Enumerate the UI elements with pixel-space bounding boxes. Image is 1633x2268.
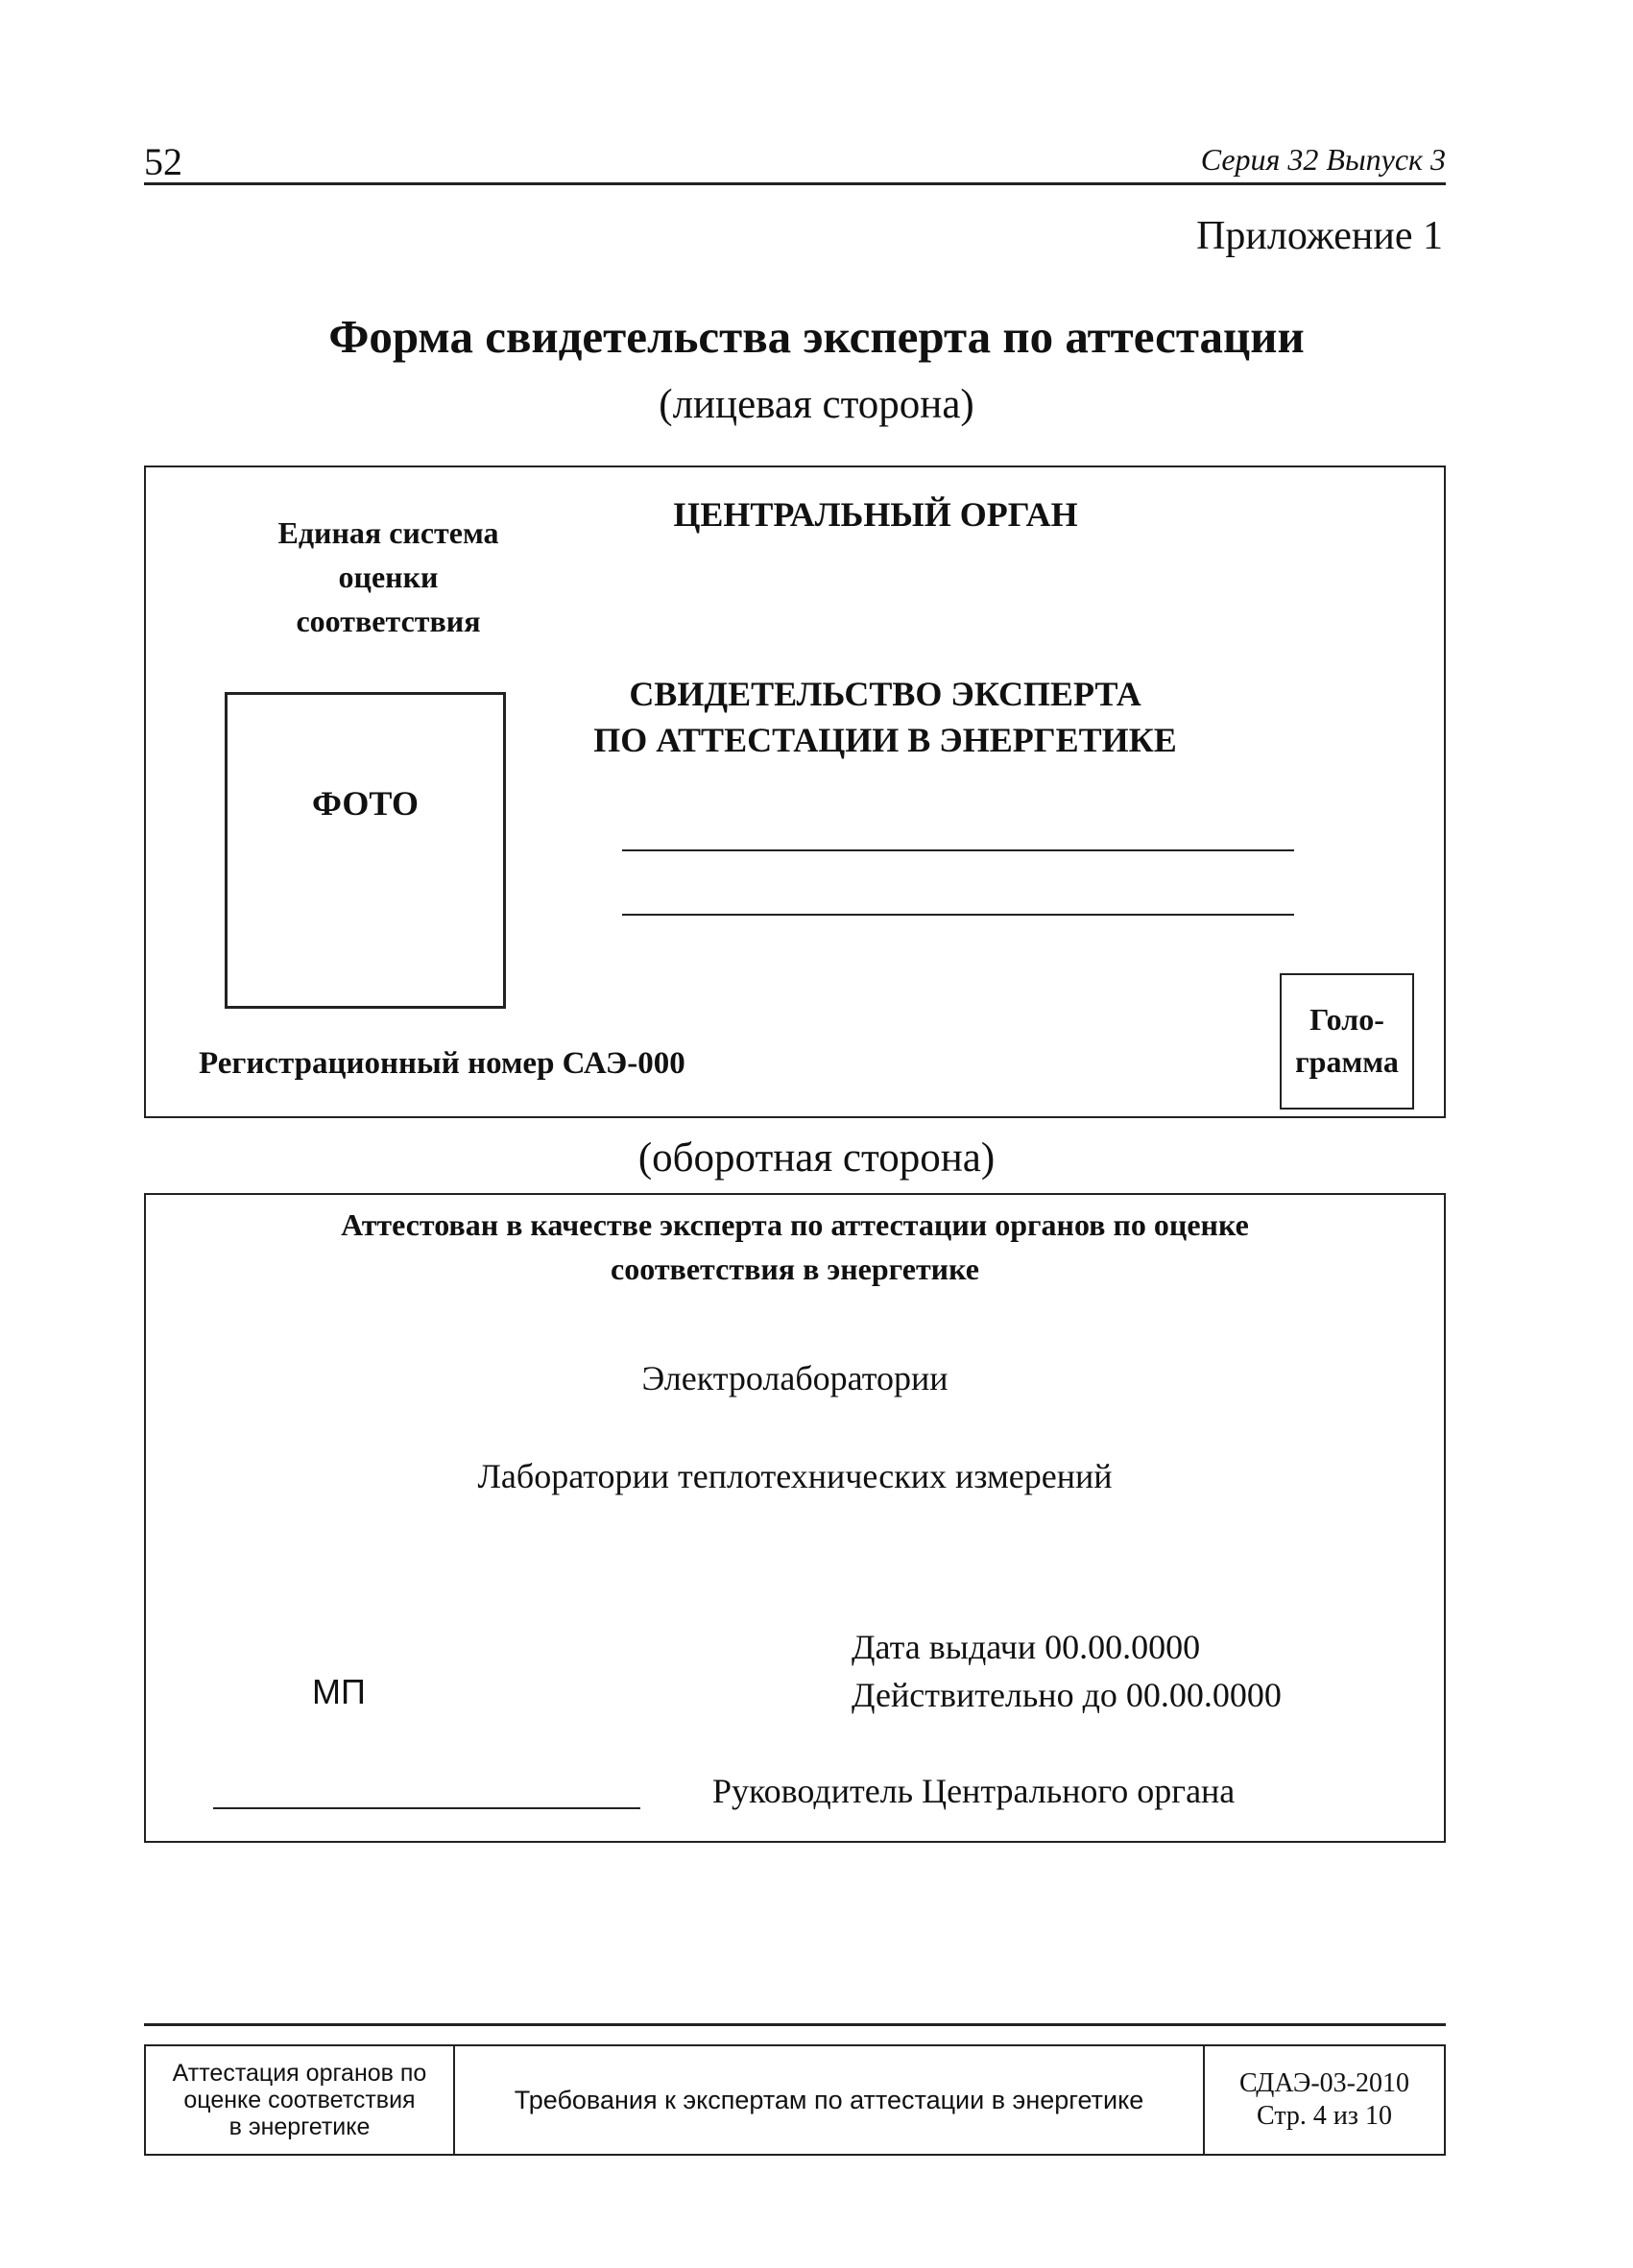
- system-name-line: Единая система: [277, 515, 499, 550]
- certificate-title: [568, 671, 1202, 763]
- central-body-title: ЦЕНТРАЛЬНЫЙ ОРГАН: [673, 495, 1078, 534]
- attested-statement: [146, 1203, 1444, 1291]
- footer-left-line: Аттестация органов по: [172, 2060, 427, 2087]
- footer-rule: [144, 2023, 1446, 2026]
- valid-until-date: Действительно до 00.00.0000: [852, 1676, 1282, 1714]
- certificate-back: [144, 1193, 1446, 1843]
- signature-line: [213, 1807, 640, 1809]
- header-rule: [144, 182, 1446, 185]
- attested-line: соответствия в энергетике: [611, 1252, 979, 1286]
- stamp-placeholder: МП: [312, 1672, 366, 1711]
- footer-right-cell: [1204, 2045, 1445, 2155]
- footer-left-cell: [145, 2045, 454, 2155]
- system-name-line: оценки: [338, 560, 439, 594]
- registration-number: Регистрационный номер САЭ-000: [199, 1046, 685, 1081]
- certificate-title-line: СВИДЕТЕЛЬСТВО ЭКСПЕРТА: [629, 675, 1141, 713]
- photo-placeholder: [225, 692, 506, 1009]
- system-name: [213, 511, 564, 643]
- specialization-item: Лаборатории теплотехнических измерений: [477, 1457, 1113, 1495]
- issue-date: Дата выдачи 00.00.0000: [852, 1628, 1201, 1666]
- footer-doc-code: СДАЭ-03-2010: [1238, 2068, 1410, 2098]
- hologram-line: грамма: [1295, 1044, 1399, 1079]
- certificate-title-line: ПО АТТЕСТАЦИИ В ЭНЕРГЕТИКЕ: [593, 721, 1177, 759]
- appendix-label: Приложение 1: [1196, 214, 1443, 258]
- footer-table: [144, 2044, 1446, 2156]
- head-title: Руководитель Центрального органа: [712, 1772, 1236, 1810]
- footer-page-count: Стр. 4 из 10: [1257, 2101, 1392, 2131]
- photo-label: ФОТО: [312, 784, 419, 823]
- hologram-box: [1280, 973, 1414, 1110]
- series-label: Серия 32 Выпуск 3: [1200, 142, 1446, 177]
- attested-line: Аттестован в качестве эксперта по аттестации органов по оценке: [341, 1207, 1249, 1242]
- hologram-line: Голо-: [1309, 1002, 1384, 1037]
- back-side-label: (оборотная сторона): [637, 1135, 996, 1181]
- document-title: Форма свидетельства эксперта по аттестации: [328, 310, 1305, 363]
- footer-middle-cell: Требования к экспертам по аттестации в энергетике: [454, 2045, 1204, 2155]
- certificate-front: [144, 466, 1446, 1118]
- name-fill-line: [622, 914, 1294, 916]
- footer-left-line: оценке соответствия: [183, 2087, 416, 2113]
- specialization-item: Электролаборатории: [641, 1359, 949, 1397]
- page-number: 52: [144, 140, 182, 183]
- front-side-label: (лицевая сторона): [659, 382, 974, 427]
- name-fill-line: [622, 849, 1294, 851]
- footer-left-line: в энергетике: [228, 2113, 371, 2140]
- system-name-line: соответствия: [296, 604, 481, 638]
